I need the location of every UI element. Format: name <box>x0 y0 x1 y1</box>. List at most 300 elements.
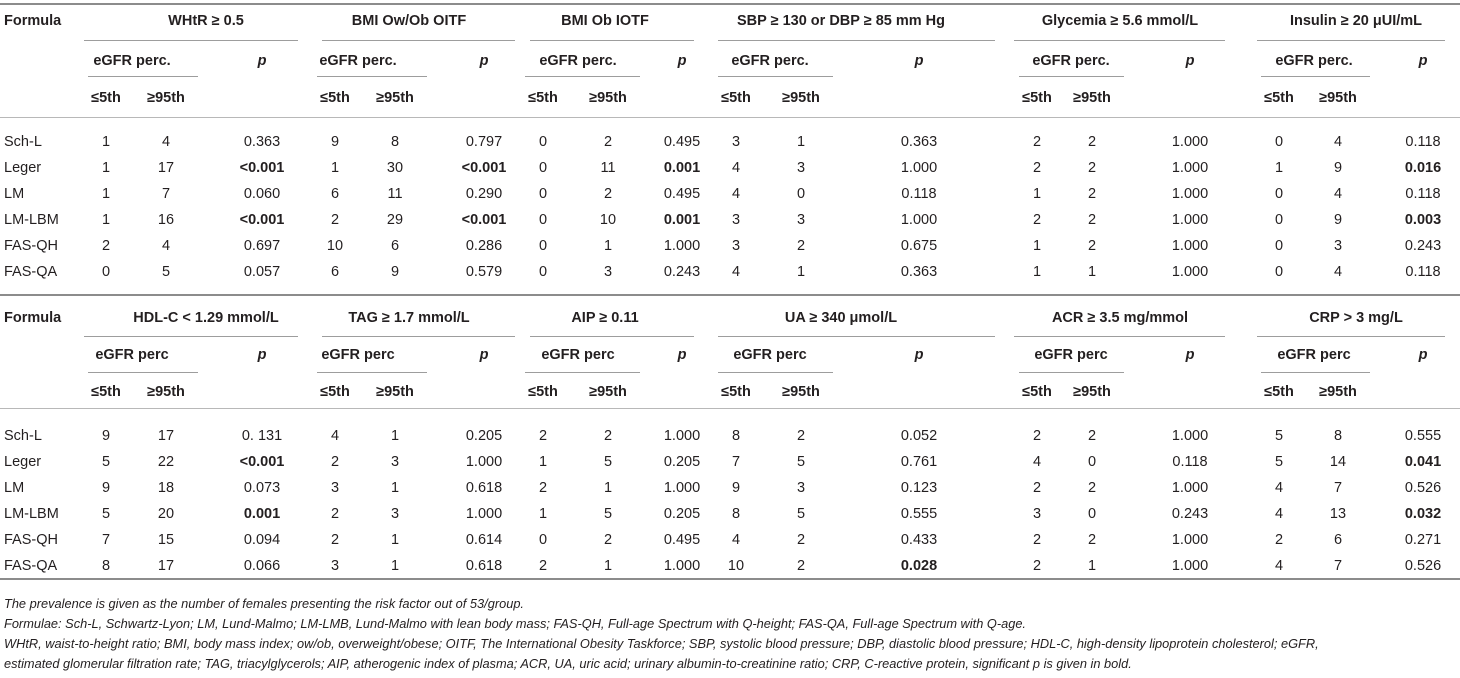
count-high: 3 <box>390 454 400 470</box>
p-value: 0.060 <box>243 186 281 202</box>
p-value: 0.797 <box>465 134 503 150</box>
p-value-header: p <box>1418 347 1428 363</box>
count-high: 8 <box>1333 428 1343 444</box>
count-high: 5 <box>796 454 806 470</box>
count-high: 1 <box>1087 558 1097 574</box>
p-value: 1.000 <box>1171 212 1209 228</box>
p-value: 0.243 <box>1171 506 1209 522</box>
count-high: 2 <box>1087 160 1097 176</box>
header-rule <box>84 40 298 41</box>
subheader-rule <box>1261 76 1370 77</box>
high-percentile-header: ≥95th <box>1073 90 1111 106</box>
p-value: 0.123 <box>900 480 938 496</box>
p-value-header: p <box>677 347 687 363</box>
count-high: 3 <box>796 160 806 176</box>
count-low: 3 <box>731 212 741 228</box>
count-low: 2 <box>1032 532 1042 548</box>
risk-factor-header: TAG ≥ 1.7 mmol/L <box>348 310 470 326</box>
egfr-percentile-header: eGFR perc <box>541 347 615 363</box>
high-percentile-header: ≥95th <box>147 90 185 106</box>
count-low: 9 <box>330 134 340 150</box>
count-high: 1 <box>390 558 400 574</box>
low-percentile-header: ≤5th <box>528 90 558 106</box>
count-low: 2 <box>1274 532 1284 548</box>
header-rule <box>530 40 694 41</box>
p-value-header: p <box>677 53 687 69</box>
count-low: 0 <box>1274 238 1284 254</box>
p-value: 0.495 <box>663 532 701 548</box>
count-high: 5 <box>603 506 613 522</box>
count-high: 5 <box>603 454 613 470</box>
footnote: estimated glomerular filtration rate; TAG, triacylglycerols; AIP, atherogenic index of plasma; ACR, UA, uric acid; urinary albumin-to-creatinine ratio; CRP, C-reactive protein, significant p is given in bold. <box>4 656 1132 671</box>
count-low: 9 <box>731 480 741 496</box>
count-high: 4 <box>1333 264 1343 280</box>
formula-name: FAS-QA <box>4 558 58 574</box>
count-high: 17 <box>157 428 175 444</box>
count-high: 3 <box>796 480 806 496</box>
risk-factor-header: BMI Ow/Ob OITF <box>351 13 467 29</box>
count-low: 4 <box>1274 506 1284 522</box>
count-high: 1 <box>796 264 806 280</box>
egfr-percentile-header: eGFR perc <box>733 347 807 363</box>
count-high: 4 <box>161 134 171 150</box>
p-value: 0.526 <box>1404 480 1442 496</box>
count-high: 10 <box>599 212 617 228</box>
count-high: 4 <box>1333 186 1343 202</box>
count-high: 3 <box>603 264 613 280</box>
formula-name: LM-LBM <box>4 212 59 228</box>
high-percentile-header: ≥95th <box>147 384 185 400</box>
p-value: 0.243 <box>1404 238 1442 254</box>
table-rule-1 <box>0 117 1460 118</box>
p-value: 1.000 <box>663 238 701 254</box>
count-low: 9 <box>101 480 111 496</box>
subheader-rule <box>1019 372 1124 373</box>
count-low: 8 <box>101 558 111 574</box>
formula-name: FAS-QH <box>4 532 58 548</box>
p-value: 1.000 <box>1171 134 1209 150</box>
header-rule <box>1014 336 1225 337</box>
egfr-percentile-header: eGFR perc <box>1034 347 1108 363</box>
count-high: 5 <box>796 506 806 522</box>
count-high: 6 <box>1333 532 1343 548</box>
count-low: 5 <box>101 454 111 470</box>
count-high: 1 <box>390 428 400 444</box>
high-percentile-header: ≥95th <box>782 90 820 106</box>
p-value: <0.001 <box>239 454 285 470</box>
count-low: 0 <box>1274 212 1284 228</box>
p-value: 0.003 <box>1404 212 1442 228</box>
count-high: 9 <box>1333 212 1343 228</box>
count-low: 10 <box>727 558 745 574</box>
count-low: 3 <box>1032 506 1042 522</box>
p-value: 0.495 <box>663 134 701 150</box>
count-high: 17 <box>157 160 175 176</box>
p-value: 0.001 <box>243 506 281 522</box>
count-low: 4 <box>330 428 340 444</box>
count-high: 9 <box>390 264 400 280</box>
p-value-header: p <box>914 53 924 69</box>
count-high: 29 <box>386 212 404 228</box>
subheader-rule <box>88 76 198 77</box>
count-high: 18 <box>157 480 175 496</box>
risk-factor-header: BMI Ob IOTF <box>561 13 649 29</box>
count-high: 17 <box>157 558 175 574</box>
count-high: 4 <box>161 238 171 254</box>
count-low: 2 <box>1032 212 1042 228</box>
p-value: 0.363 <box>243 134 281 150</box>
count-low: 8 <box>731 506 741 522</box>
count-high: 0 <box>1087 454 1097 470</box>
count-low: 1 <box>538 454 548 470</box>
p-value: 0.271 <box>1404 532 1442 548</box>
risk-factor-header: Insulin ≥ 20 μUI/mL <box>1289 13 1423 29</box>
count-low: 4 <box>731 264 741 280</box>
p-value: 1.000 <box>1171 186 1209 202</box>
header-rule <box>322 40 515 41</box>
count-low: 1 <box>101 212 111 228</box>
count-low: 1 <box>1274 160 1284 176</box>
p-value: 0.016 <box>1404 160 1442 176</box>
table-rule-4 <box>0 578 1460 580</box>
p-value: 0.363 <box>900 264 938 280</box>
count-low: 0 <box>538 532 548 548</box>
count-low: 4 <box>731 160 741 176</box>
count-high: 2 <box>1087 186 1097 202</box>
count-low: 4 <box>1274 558 1284 574</box>
p-value: 0.618 <box>465 480 503 496</box>
p-value: <0.001 <box>239 212 285 228</box>
count-high: 2 <box>796 532 806 548</box>
p-value: 0.555 <box>900 506 938 522</box>
p-value: 1.000 <box>663 428 701 444</box>
p-value: 1.000 <box>1171 480 1209 496</box>
p-value: 1.000 <box>663 480 701 496</box>
count-high: 2 <box>1087 238 1097 254</box>
p-value-header: p <box>1185 347 1195 363</box>
low-percentile-header: ≤5th <box>320 90 350 106</box>
p-value-header: p <box>479 347 489 363</box>
p-value: 0. 131 <box>241 428 283 444</box>
low-percentile-header: ≤5th <box>1022 384 1052 400</box>
p-value: 0.761 <box>900 454 938 470</box>
count-low: 0 <box>538 186 548 202</box>
formula-name: Leger <box>4 160 42 176</box>
count-high: 6 <box>390 238 400 254</box>
table-rule-0 <box>0 3 1460 5</box>
p-value: 0.433 <box>900 532 938 548</box>
count-low: 7 <box>101 532 111 548</box>
count-low: 4 <box>1032 454 1042 470</box>
count-low: 0 <box>538 238 548 254</box>
table-rule-3 <box>0 408 1460 409</box>
risk-factor-header: HDL-C < 1.29 mmol/L <box>133 310 279 326</box>
p-value: 1.000 <box>1171 428 1209 444</box>
count-high: 4 <box>1333 134 1343 150</box>
count-low: 0 <box>101 264 111 280</box>
subheader-rule <box>1019 76 1124 77</box>
p-value: 0.618 <box>465 558 503 574</box>
header-rule <box>1014 40 1225 41</box>
count-high: 1 <box>1087 264 1097 280</box>
low-percentile-header: ≤5th <box>91 384 121 400</box>
count-low: 3 <box>731 134 741 150</box>
p-value: 0.057 <box>243 264 281 280</box>
formula-name: Sch-L <box>4 428 42 444</box>
egfr-percentile-header: eGFR perc. <box>1275 53 1353 69</box>
low-percentile-header: ≤5th <box>528 384 558 400</box>
count-low: 0 <box>1274 134 1284 150</box>
low-percentile-header: ≤5th <box>91 90 121 106</box>
risk-factor-header: Glycemia ≥ 5.6 mmol/L <box>1041 13 1199 29</box>
p-value: 0.052 <box>900 428 938 444</box>
p-value: 0.118 <box>901 186 937 202</box>
count-low: 4 <box>1274 480 1284 496</box>
count-high: 3 <box>796 212 806 228</box>
table-rule-2 <box>0 294 1460 296</box>
subheader-rule <box>1261 372 1370 373</box>
p-value: 1.000 <box>900 212 938 228</box>
count-high: 2 <box>1087 212 1097 228</box>
count-high: 1 <box>603 238 613 254</box>
p-value: 0.495 <box>663 186 701 202</box>
p-value: 0.001 <box>663 212 701 228</box>
p-value: 0.290 <box>465 186 503 202</box>
count-high: 15 <box>157 532 175 548</box>
count-high: 2 <box>796 558 806 574</box>
count-low: 1 <box>1032 186 1042 202</box>
count-high: 2 <box>603 134 613 150</box>
count-low: 2 <box>538 480 548 496</box>
high-percentile-header: ≥95th <box>782 384 820 400</box>
subheader-rule <box>525 76 640 77</box>
count-low: 0 <box>1274 264 1284 280</box>
footnote: The prevalence is given as the number of females presenting the risk factor out of 53/group. <box>4 596 524 611</box>
p-value: 1.000 <box>900 160 938 176</box>
p-value: 0.041 <box>1404 454 1442 470</box>
formula-name: LM <box>4 186 25 202</box>
count-high: 1 <box>603 480 613 496</box>
egfr-percentile-header: eGFR perc. <box>539 53 617 69</box>
count-low: 3 <box>330 558 340 574</box>
count-low: 8 <box>731 428 741 444</box>
count-low: 0 <box>538 212 548 228</box>
count-low: 0 <box>538 160 548 176</box>
low-percentile-header: ≤5th <box>1022 90 1052 106</box>
count-low: 2 <box>101 238 111 254</box>
p-value: 0.205 <box>663 454 701 470</box>
p-value: 0.363 <box>900 134 938 150</box>
formula-header: Formula <box>4 310 62 326</box>
count-low: 2 <box>330 532 340 548</box>
footnote: Formulae: Sch-L, Schwartz-Lyon; LM, Lund-Malmo; LM-LMB, Lund-Malmo with lean body mass; FAS-QH, Full-age Spectrum with Q-height; FAS-QA, Full-age Spectrum with Q-age. <box>4 616 1026 631</box>
count-low: 10 <box>326 238 344 254</box>
count-high: 22 <box>157 454 175 470</box>
p-value: 1.000 <box>465 454 503 470</box>
count-high: 8 <box>390 134 400 150</box>
p-value: 1.000 <box>1171 532 1209 548</box>
p-value: 0.675 <box>900 238 938 254</box>
count-high: 2 <box>1087 428 1097 444</box>
count-high: 3 <box>1333 238 1343 254</box>
count-low: 2 <box>1032 558 1042 574</box>
egfr-percentile-header: eGFR perc. <box>93 53 171 69</box>
p-value: 1.000 <box>465 506 503 522</box>
high-percentile-header: ≥95th <box>376 384 414 400</box>
count-low: 1 <box>330 160 340 176</box>
count-high: 1 <box>390 532 400 548</box>
p-value: 0.579 <box>465 264 503 280</box>
p-value: 0.118 <box>1405 134 1441 150</box>
formula-name: FAS-QA <box>4 264 58 280</box>
count-low: 2 <box>330 454 340 470</box>
count-low: 5 <box>1274 454 1284 470</box>
subheader-rule <box>317 76 427 77</box>
low-percentile-header: ≤5th <box>1264 384 1294 400</box>
high-percentile-header: ≥95th <box>589 90 627 106</box>
risk-factor-header: AIP ≥ 0.11 <box>571 310 639 326</box>
p-value: 1.000 <box>1171 558 1209 574</box>
p-value: 0.286 <box>465 238 503 254</box>
subheader-rule <box>317 372 427 373</box>
risk-factor-header: CRP > 3 mg/L <box>1309 310 1403 326</box>
count-high: 3 <box>390 506 400 522</box>
p-value: 0.526 <box>1404 558 1442 574</box>
p-value-header: p <box>257 53 267 69</box>
count-low: 5 <box>101 506 111 522</box>
count-high: 1 <box>796 134 806 150</box>
formula-name: Sch-L <box>4 134 42 150</box>
count-low: 0 <box>538 264 548 280</box>
p-value-header: p <box>257 347 267 363</box>
header-rule <box>1257 40 1445 41</box>
egfr-percentile-header: eGFR perc. <box>1032 53 1110 69</box>
p-value: <0.001 <box>239 160 285 176</box>
count-low: 2 <box>538 428 548 444</box>
count-low: 2 <box>330 212 340 228</box>
p-value: 0.118 <box>1405 264 1441 280</box>
risk-factor-header: WHtR ≥ 0.5 <box>168 13 244 29</box>
count-high: 7 <box>1333 480 1343 496</box>
count-low: 3 <box>330 480 340 496</box>
count-low: 2 <box>1032 160 1042 176</box>
count-high: 11 <box>600 160 616 176</box>
p-value: 1.000 <box>1171 160 1209 176</box>
subheader-rule <box>525 372 640 373</box>
subheader-rule <box>88 372 198 373</box>
count-high: 2 <box>1087 480 1097 496</box>
p-value: 0.118 <box>1405 186 1441 202</box>
count-low: 3 <box>731 238 741 254</box>
count-low: 6 <box>330 186 340 202</box>
risk-factor-header: ACR ≥ 3.5 mg/mmol <box>1051 310 1189 326</box>
count-low: 9 <box>101 428 111 444</box>
count-high: 7 <box>161 186 171 202</box>
risk-factor-header: SBP ≥ 130 or DBP ≥ 85 mm Hg <box>737 13 945 29</box>
count-high: 1 <box>390 480 400 496</box>
count-low: 1 <box>538 506 548 522</box>
low-percentile-header: ≤5th <box>1264 90 1294 106</box>
count-high: 20 <box>157 506 175 522</box>
count-low: 0 <box>1274 186 1284 202</box>
footnote: WHtR, waist-to-height ratio; BMI, body mass index; ow/ob, overweight/obese; OITF, The International Obesity Taskforce; SBP, systolic blood pressure; DBP, diastolic blood pressure; HDL-C, high-density lipoprotein cholesterol; eGFR, <box>4 636 1319 651</box>
header-rule <box>322 336 515 337</box>
count-high: 16 <box>157 212 175 228</box>
p-value: 0.555 <box>1404 428 1442 444</box>
p-value: 0.614 <box>465 532 503 548</box>
p-value: 0.205 <box>465 428 503 444</box>
high-percentile-header: ≥95th <box>1319 384 1357 400</box>
count-low: 2 <box>1032 480 1042 496</box>
p-value: 1.000 <box>663 558 701 574</box>
p-value: 0.243 <box>663 264 701 280</box>
count-low: 1 <box>1032 264 1042 280</box>
p-value: 0.118 <box>1172 454 1208 470</box>
p-value-header: p <box>914 347 924 363</box>
p-value: <0.001 <box>461 212 507 228</box>
count-low: 1 <box>101 134 111 150</box>
p-value: 0.697 <box>243 238 281 254</box>
high-percentile-header: ≥95th <box>589 384 627 400</box>
count-high: 9 <box>1333 160 1343 176</box>
p-value: 0.066 <box>243 558 281 574</box>
count-low: 2 <box>330 506 340 522</box>
count-high: 2 <box>796 428 806 444</box>
header-rule <box>530 336 694 337</box>
count-low: 1 <box>1032 238 1042 254</box>
count-high: 0 <box>1087 506 1097 522</box>
count-high: 30 <box>386 160 404 176</box>
egfr-percentile-header: eGFR perc. <box>731 53 809 69</box>
count-high: 2 <box>1087 532 1097 548</box>
low-percentile-header: ≤5th <box>721 90 751 106</box>
p-value: 1.000 <box>1171 238 1209 254</box>
p-value: 0.073 <box>243 480 281 496</box>
count-low: 7 <box>731 454 741 470</box>
count-high: 14 <box>1329 454 1347 470</box>
count-low: 4 <box>731 186 741 202</box>
egfr-percentile-header: eGFR perc <box>95 347 169 363</box>
p-value: <0.001 <box>461 160 507 176</box>
count-high: 13 <box>1329 506 1347 522</box>
high-percentile-header: ≥95th <box>1319 90 1357 106</box>
risk-factor-header: UA ≥ 340 μmol/L <box>784 310 898 326</box>
p-value-header: p <box>1185 53 1195 69</box>
egfr-percentile-header: eGFR perc. <box>319 53 397 69</box>
p-value: 0.032 <box>1404 506 1442 522</box>
low-percentile-header: ≤5th <box>320 384 350 400</box>
header-rule <box>1257 336 1445 337</box>
formula-name: FAS-QH <box>4 238 58 254</box>
count-low: 0 <box>538 134 548 150</box>
p-value-header: p <box>479 53 489 69</box>
subheader-rule <box>718 76 833 77</box>
formula-name: LM <box>4 480 25 496</box>
count-high: 0 <box>796 186 806 202</box>
count-high: 2 <box>603 186 613 202</box>
p-value: 1.000 <box>1171 264 1209 280</box>
count-high: 2 <box>603 532 613 548</box>
p-value: 0.028 <box>900 558 938 574</box>
count-low: 5 <box>1274 428 1284 444</box>
count-high: 2 <box>603 428 613 444</box>
count-high: 5 <box>161 264 171 280</box>
count-low: 2 <box>538 558 548 574</box>
p-value: 0.001 <box>663 160 701 176</box>
p-value: 0.205 <box>663 506 701 522</box>
count-low: 4 <box>731 532 741 548</box>
high-percentile-header: ≥95th <box>1073 384 1111 400</box>
